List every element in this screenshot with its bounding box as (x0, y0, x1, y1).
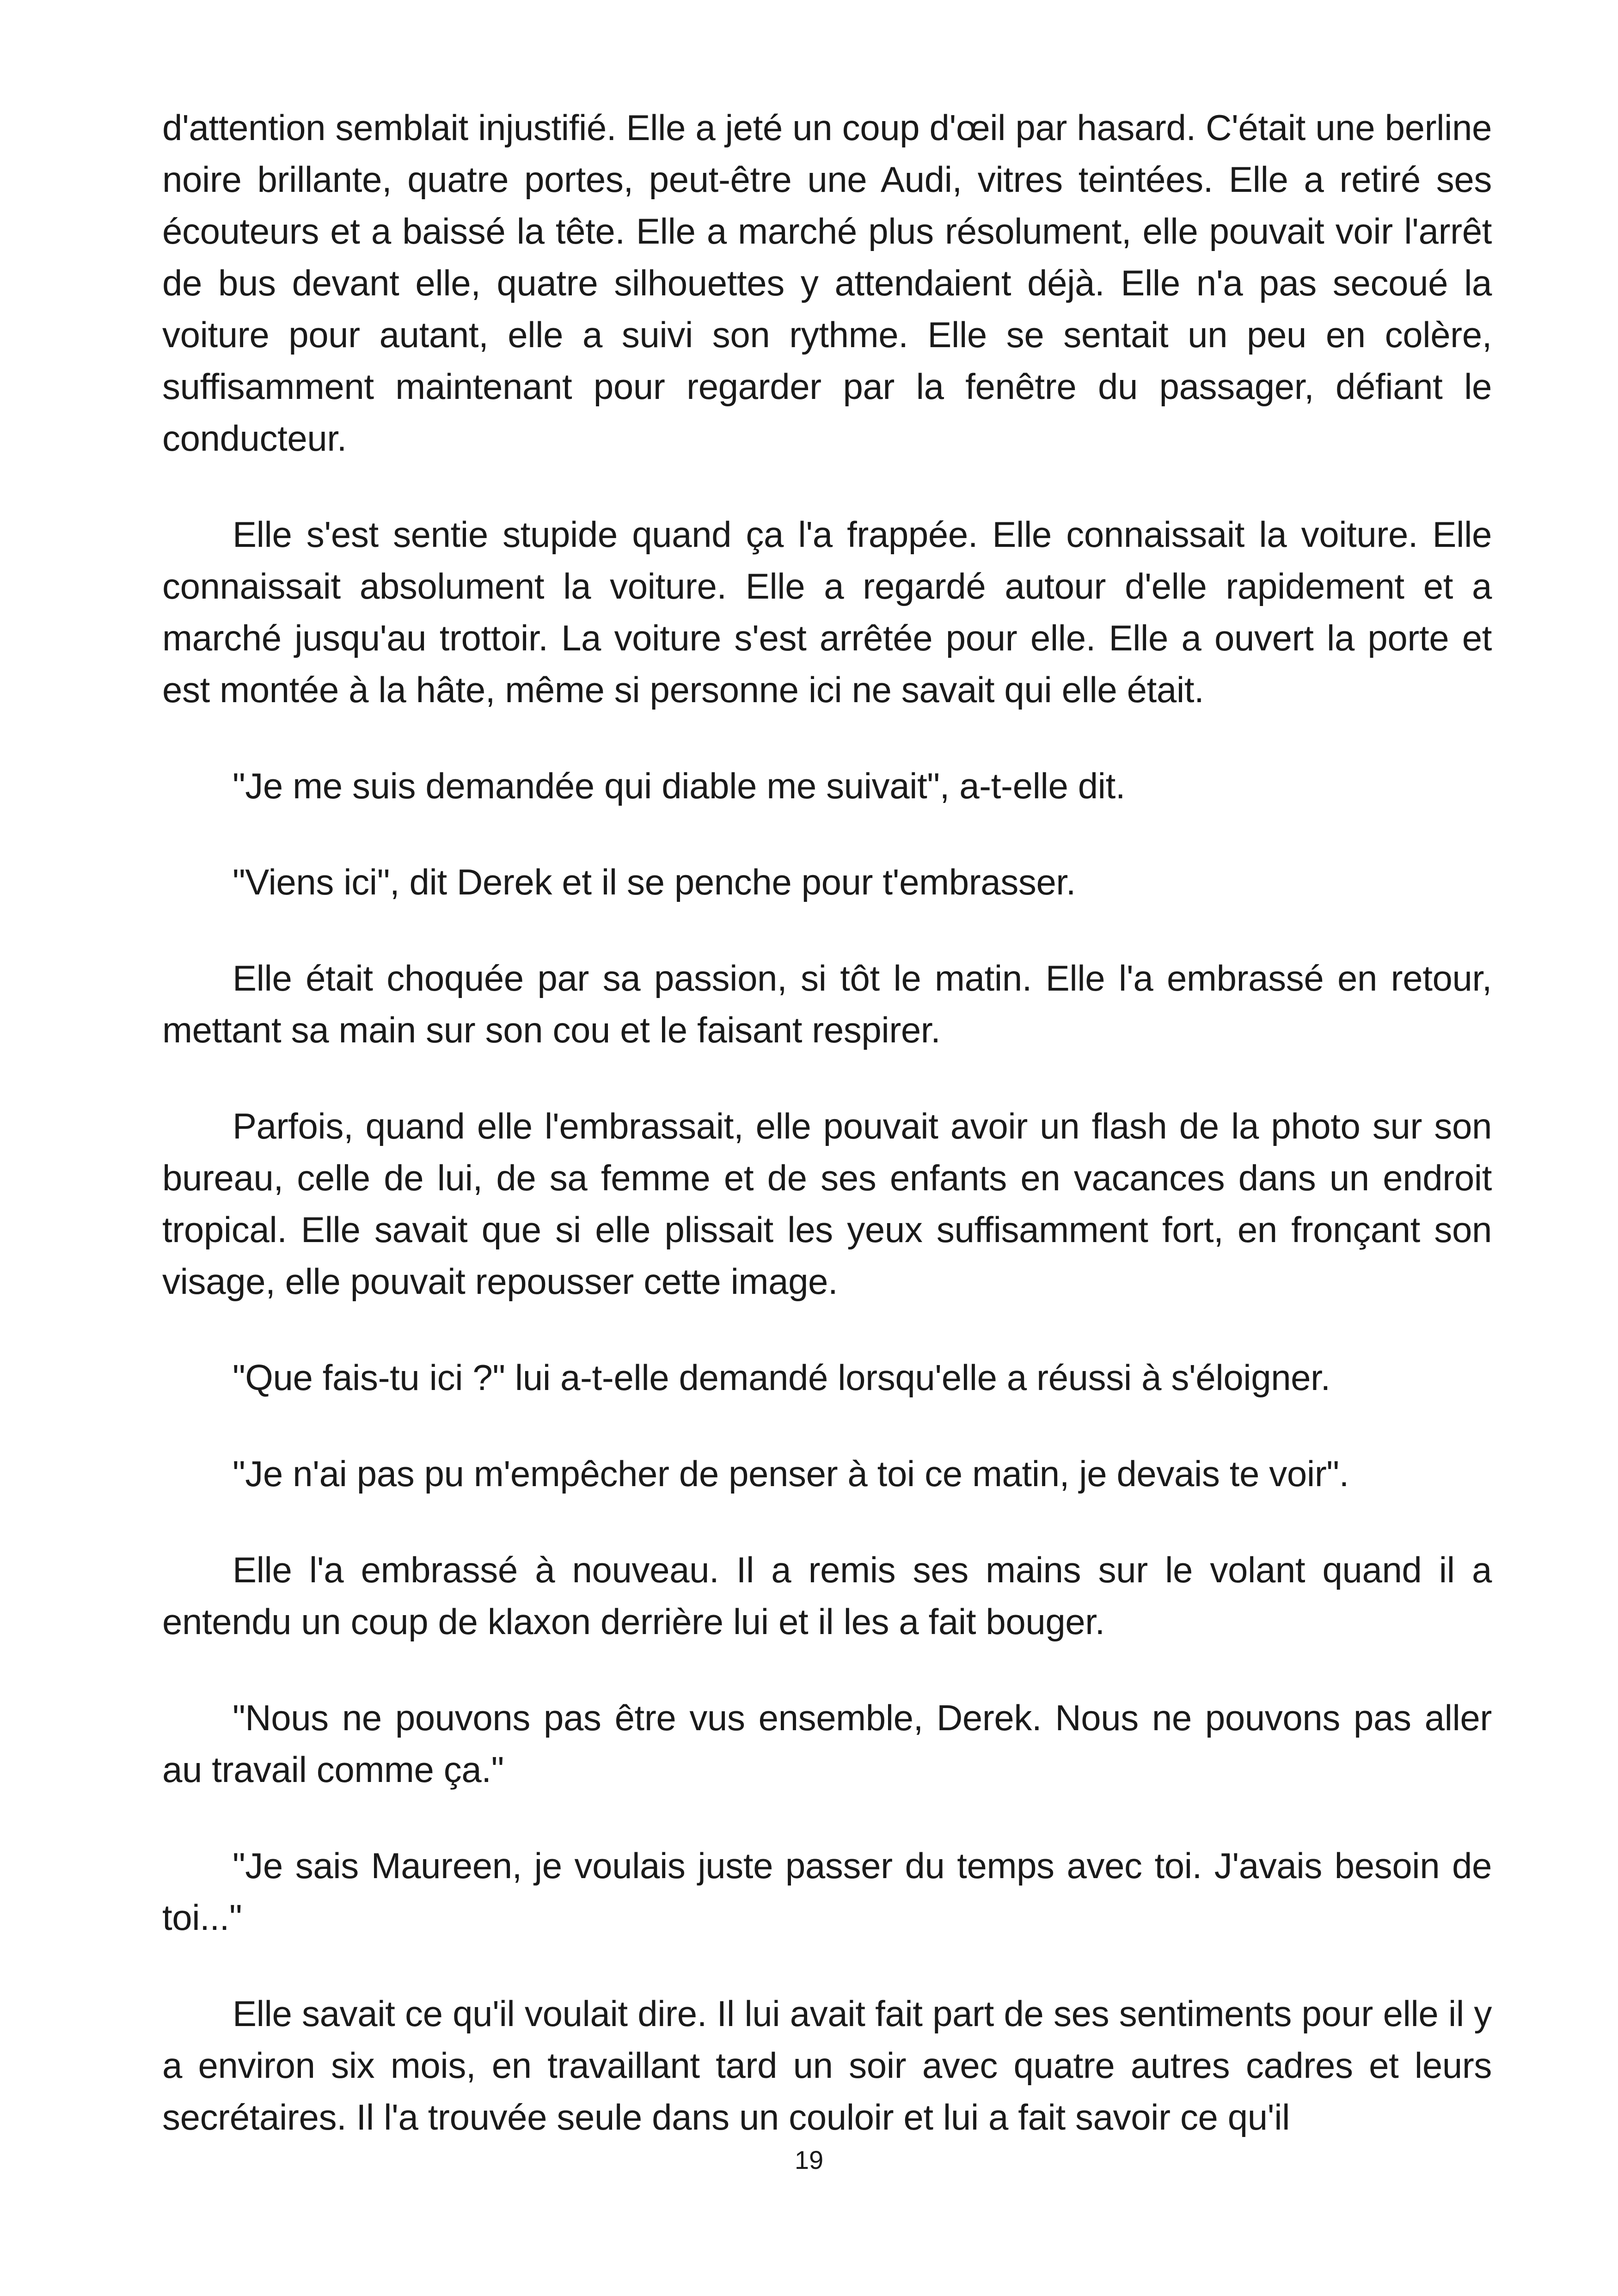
paragraph-2: Elle s'est sentie stupide quand ça l'a frappée. Elle connaissait la voiture. Elle connaissait absolument la voiture. Elle a regardé autour d'elle rapidement et a marché jusqu'au trottoir. La voiture s'est arrêtée pour elle. Elle a ouvert la porte et est montée à la hâte, même si personne ici ne savait qui elle était. (162, 514, 1492, 710)
page-number: 19 (794, 2145, 824, 2174)
page-body (162, 102, 1492, 2187)
paragraph-5: Elle était choquée par sa passion, si tôt le matin. Elle l'a embrassé en retour, mettant sa main sur son cou et le faisant respirer. (162, 958, 1492, 1050)
paragraph-10: "Nous ne pouvons pas être vus ensemble, Derek. Nous ne pouvons pas aller au travail comme ça." (162, 1697, 1492, 1790)
paragraph-7: "Que fais-tu ici ?" lui a-t-elle demandé lorsqu'elle a réussi à s'éloigner. (233, 1357, 1330, 1398)
paragraph-3: "Je me suis demandée qui diable me suivait", a-t-elle dit. (233, 765, 1126, 806)
paragraph-9: Elle l'a embrassé à nouveau. Il a remis ses mains sur le volant quand il a entendu un coup de klaxon derrière lui et il les a fait bouger. (162, 1549, 1492, 1642)
paragraph-8: "Je n'ai pas pu m'empêcher de penser à toi ce matin, je devais te voir". (233, 1453, 1349, 1494)
paragraph-1: d'attention semblait injustifié. Elle a jeté un coup d'œil par hasard. C'était une berline noire brillante, quatre portes, peut-être une Audi, vitres teintées. Elle a retiré ses écouteurs et a baissé la tête. Elle a marché plus résolument, elle pouvait voir l'arrêt de bus devant elle, quatre silhouettes y attendaient déjà. Elle n'a pas secoué la voiture pour autant, elle a suivi son rythme. Elle se sentait un peu en colère, suffisamment maintenant pour regarder par la fenêtre du passager, défiant le conducteur. (162, 107, 1492, 459)
paragraph-4: "Viens ici", dit Derek et il se penche pour t'embrasser. (233, 862, 1076, 902)
paragraph-6: Parfois, quand elle l'embrassait, elle pouvait avoir un flash de la photo sur son bureau, celle de lui, de sa femme et de ses enfants en vacances dans un endroit tropical. Elle savait que si elle plissait les yeux suffisamment fort, en fronçant son visage, elle pouvait repousser cette image. (162, 1106, 1492, 1302)
paragraph-11: "Je sais Maureen, je voulais juste passer du temps avec toi. J'avais besoin de toi..." (162, 1845, 1492, 1938)
paragraph-12: Elle savait ce qu'il voulait dire. Il lui avait fait part de ses sentiments pour elle il y a environ six mois, en travaillant tard un soir avec quatre autres cadres et leurs secrétaires. Il l'a trouvée seule dans un couloir et lui a fait savoir ce qu'il (162, 1993, 1492, 2137)
